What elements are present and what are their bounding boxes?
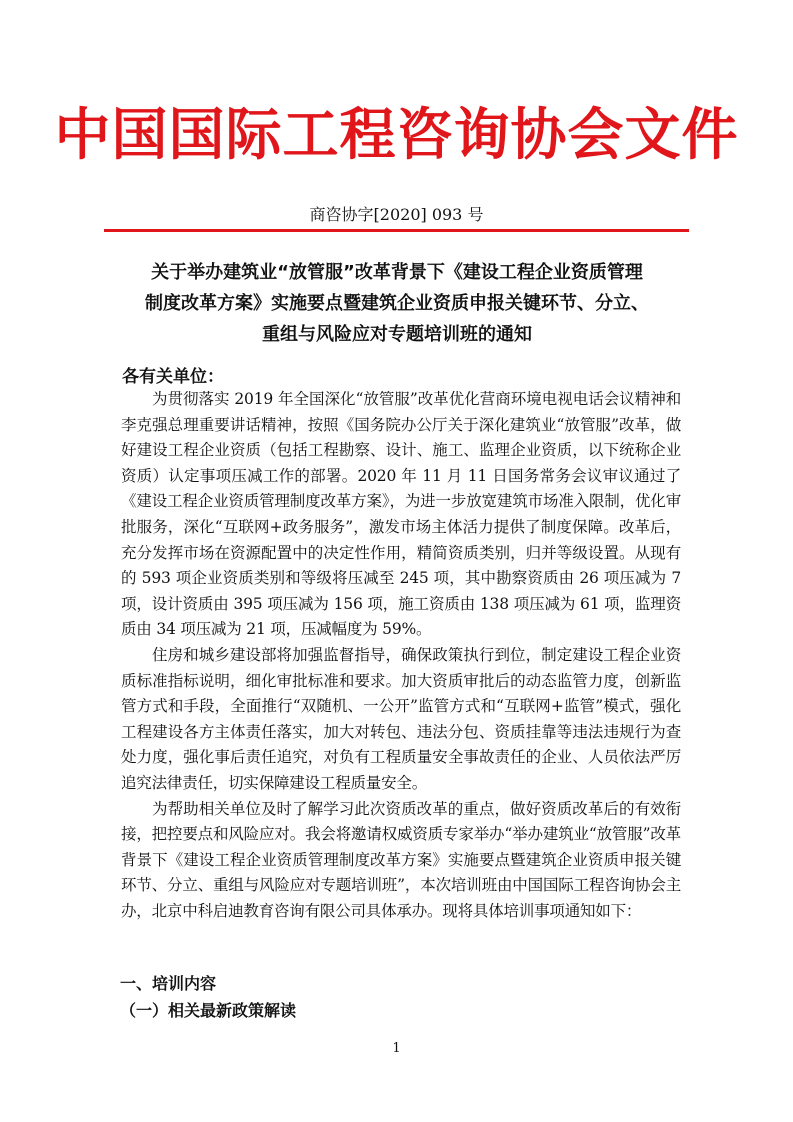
notice-title-line: 关于举办建筑业“放管服”改革背景下《建设工程企业资质管理 (151, 262, 643, 283)
subsection-heading: （一）相关最新政策解读 (120, 1001, 297, 1020)
document-number: 商咨协字[2020] 093 号 (309, 205, 484, 224)
page-number: 1 (392, 1041, 401, 1056)
body-paragraph: 为帮助相关单位及时了解学习此次资质改革的重点，做好资质改革后的有效衔接，把控要点和风险应对。我会将邀请权威资质专家举办“举办建筑业“放管服”改革背景下《建设工程企业资质管理制度改革方案》实施要点暨建筑企业资质申报关键环节、分立、重组与风险应对专题培训班”，本次培训班由中国国际工程咨询协会主办，北京中科启迪教育咨询有限公司具体承办。现将具体培训事项通知如下： (121, 799, 681, 920)
notice-title (112, 257, 682, 350)
section-heading: 一、培训内容 (120, 974, 217, 993)
notice-title-line: 重组与风险应对专题培训班的通知 (262, 324, 532, 345)
notice-title-line: 制度改革方案》实施要点暨建筑企业资质申报关键环节、分立、 (145, 293, 649, 314)
org-masthead-title: 中国国际工程咨询协会文件 (54, 103, 739, 168)
notice-body (121, 387, 681, 924)
body-paragraph: 住房和城乡建设部将加强监督指导，确保政策执行到位，制定建设工程企业资质标准指标说明，细化审批标准和要求。加大资质审批后的动态监管力度，创新监管方式和手段，全面推行“双随机、一公开”监管方式和“互联网+监管”模式，强化工程建设各方主体责任落实，加大对转包、违法分包、资质挂靠等违法违规行为查处力度，强化事后责任追究，对负有工程质量安全事故责任的企业、人员依法严厉追究法律责任，切实保障建设工程质量安全。 (121, 645, 681, 792)
salutation: 各有关单位： (122, 367, 224, 387)
body-paragraph: 为贯彻落实 2019 年全国深化“放管服”改革优化营商环境电视电话会议精神和李克强总理重要讲话精神，按照《国务院办公厅关于深化建筑业“放管服”改革，做好建设工程企业资质（包括工程勘察、设计、施工、监理企业资质，以下统称企业资质）认定事项压减工作的部署。2020 年 11 月 11 日国务常务会议审议通过了《建设工程企业资质管理制度改革方案》，为进一步放宽建筑市场准入限制，优化审批服务，深化“互联网+政务服务”，激发市场主体活力提供了制度保障。改革后，充分发挥市场在资源配置中的决定性作用，精简资质类别，归并等级设置。从现有的 593 项企业资质类别和等级将压减至 245 项，其中勘察资质由 26 项压减为 7 项，设计资质由 395 项压减为 156 项，施工资质由 138 项压减为 61 项，监理资质由 34 项压减为 21 项，压减幅度为 59%。 (121, 390, 681, 639)
red-divider-line (104, 229, 689, 232)
